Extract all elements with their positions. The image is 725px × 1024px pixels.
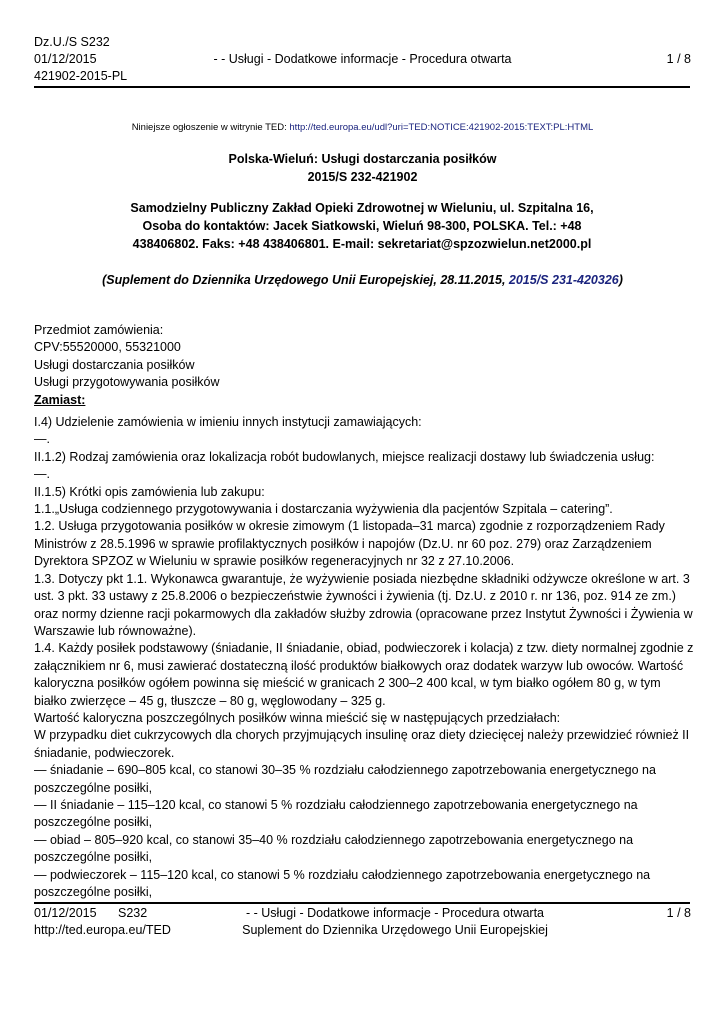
supplement-reference-link[interactable]: 2015/S 231-420326 [508, 273, 619, 287]
section-ii12-value: —. [34, 467, 50, 482]
subject-heading-instead: Zamiast: [34, 392, 86, 407]
header-divider [34, 86, 690, 88]
supplement-suffix: ) [618, 273, 623, 287]
notice-title-line2: 2015/S 232-421902 [307, 170, 418, 184]
ted-notice-prefix: Niniejsze ogłoszenie w witrynie TED: [131, 122, 290, 133]
supplement-reference [0, 271, 725, 289]
notice-title [0, 150, 725, 186]
notice-content [34, 322, 694, 901]
paragraph-1-4: 1.4. Każdy posiłek podstawowy (śniadanie, II śniadanie, obiad, podwieczorek i kolacja) z tzw. diety normalnej zgodnie z załącznikiem nr 6, musi zawierać dostateczną ilość produktów białkowych oraz dodatek warzyw lub owoców. Wartość kaloryczna posiłków ogółem powinna się mieścić w granicach 2 300–2 400 kcal, w tym białko ogółem 80 g, w tym białko zwierzęce – 45 g, tłuszcze – 80 g, węglowodany – 325 g. [34, 641, 694, 708]
footer-subtitle: Suplement do Dziennika Urzędowego Unii Europejskiej [242, 923, 548, 937]
header-date: 01/12/2015 [34, 52, 97, 66]
section-i4-title: I.4) Udzielenie zamówienia w imieniu innych instytucji zamawiających: [34, 415, 422, 430]
notice-title-line1: Polska-Wieluń: Usługi dostarczania posiłków [228, 152, 497, 166]
paragraph-1-2: 1.2. Usługa przygotowania posiłków w okresie zimowym (1 listopada–31 marca) zgodnie z rozporządzeniem Rady Ministrów z 28.5.1996 w sprawie profilaktycznych posiłków i napojów (Dz.U. nr 60 poz. 279) oraz Zarządzeniem Dyrektora SPZOZ w Wieluniu w sprawie posiłków regeneracyjnych nr 32 z 27.10.2006. [34, 519, 665, 569]
subject-label: Przedmiot zamówienia: [34, 323, 164, 337]
ted-notice-link[interactable]: http://ted.europa.eu/udl?uri=TED:NOTICE:421902-2015:TEXT:PL:HTML [289, 122, 594, 133]
footer-titles [0, 905, 725, 939]
footer-url[interactable]: http://ted.europa.eu/TED [34, 923, 171, 937]
header-title: - - Usługi - Dodatkowe informacje - Procedura otwarta [213, 52, 512, 66]
subject-item-2: Usługi przygotowywania posiłków [34, 375, 220, 390]
supplement-prefix: (Suplement do Dziennika Urzędowego Unii Europejskiej, 28.11.2015, [102, 273, 509, 287]
meal-lunch: — obiad – 805–920 kcal, co stanowi 35–40 % rozdziału całodziennego zapotrzebowania energetycznego na poszczególne posiłki, [34, 832, 634, 865]
header-page-number: 1 / 8 [666, 52, 691, 66]
subject-item-1: Usługi dostarczania posiłków [34, 357, 195, 372]
section-ii12-title: II.1.2) Rodzaj zamówienia oraz lokalizacja robót budowlanych, miejsce realizacji dostawy lub świadczenia usług: [34, 449, 655, 464]
footer-series: S232 [118, 906, 148, 920]
meal-breakfast: — śniadanie – 690–805 kcal, co stanowi 30–35 % rozdziału całodziennego zapotrzebowania energetycznego na poszczególne posiłki, [34, 763, 656, 795]
header-journal: Dz.U./S S232 [34, 35, 110, 49]
footer-divider [34, 902, 690, 904]
contracting-authority: Samodzielny Publiczny Zakład Opieki Zdrowotnej w Wieluniu, ul. Szpitalna 16, Osoba do kontaktów: Jacek Siatkowski, Wieluń 98-300, POLSKA. Tel.: +48 438406802. Faks: +48 438406801. E-mail: sekretariat@spzozwielun.net2000.pl [130, 201, 594, 251]
footer-page-number: 1 / 8 [666, 906, 691, 920]
ted-notice [0, 121, 725, 134]
section-i4-value: —. [34, 432, 50, 447]
subject-cpv: CPV:55520000, 55321000 [34, 340, 181, 355]
paragraph-calorie-ranges: Wartość kaloryczna poszczególnych posiłków winna mieścić się w następujących przedziałach: [34, 710, 561, 725]
paragraph-diabetic-diet: W przypadku diet cukrzycowych dla chorych przyjmujących insulinę oraz diety dziecięcej należy przewidzieć również II śniadanie, podwieczorek. [34, 728, 690, 760]
header-notice-id: 421902-2015-PL [34, 69, 128, 83]
meal-second-breakfast: — II śniadanie – 115–120 kcal, co stanowi 5 % rozdziału całodziennego zapotrzebowania energetycznego na poszczególne posiłki, [34, 797, 638, 830]
section-ii15-title: II.1.5) Krótki opis zamówienia lub zakupu: [34, 484, 265, 499]
footer-date: 01/12/2015 [34, 906, 97, 920]
footer-title: - - Usługi - Dodatkowe informacje - Procedura otwarta [245, 906, 545, 920]
paragraph-1-1: 1.1.„Usługa codziennego przygotowywania i dostarczania wyżywienia dla pacjentów Szpitala – catering”. [34, 502, 613, 517]
paragraph-1-3: 1.3. Dotyczy pkt 1.1. Wykonawca gwarantuje, że wyżywienie posiada niezbędne składniki odżywcze określone w art. 3 ust. 3 pkt. 33 ustawy z 25.8.2006 o bezpieczeństwie żywności i żywienia (tj. Dz.U. z 2010 r. nr 136, poz. 914 ze zm.) oraz normy dzienne racji pokarmowych dla zakładów służby zdrowia (opracowane przez Instytut Żywności i Żywienia w Warszawie lub równoważne). [34, 571, 693, 638]
meal-afternoon-snack: — podwieczorek – 115–120 kcal, co stanowi 5 % rozdziału całodziennego zapotrzebowania energetycznego na poszczególne posiłki, [34, 867, 651, 899]
